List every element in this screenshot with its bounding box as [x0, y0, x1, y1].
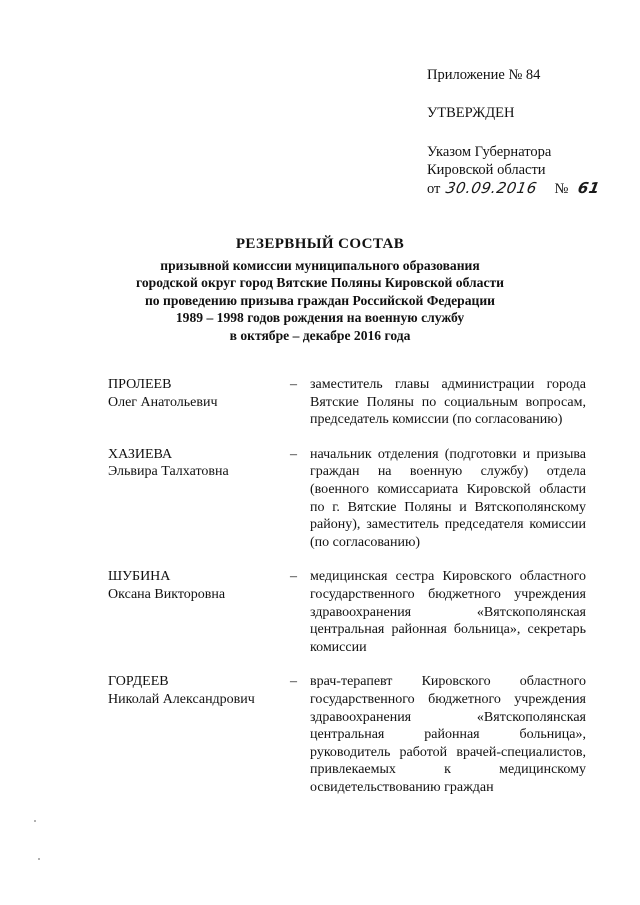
member-entry: [108, 446, 586, 552]
date-prefix: от: [427, 181, 441, 197]
member-given-names: Оксана Викторовна: [108, 586, 226, 602]
scan-speck: [38, 858, 40, 860]
member-entry: [108, 376, 586, 429]
heading-line: 1989 – 1998 годов рождения на военную службу: [175, 310, 465, 325]
member-entry: [108, 673, 586, 796]
approved-by-line-1: Указом Губернатора: [427, 144, 552, 160]
approved-by-line-2: Кировской области: [427, 162, 546, 178]
member-dash: –: [290, 446, 297, 462]
decree-date-line: [427, 179, 617, 198]
member-role: начальник отделения (подготовки и призыва граждан на военную службу) отдела (военного комиссариата Кировской области по г. Вятские Поляны и Вятскополянскому району), заместитель председателя комиссии (по согласованию): [310, 446, 586, 550]
handwritten-date: 30.09.2016: [444, 179, 539, 197]
member-name: [108, 673, 290, 796]
appendix-number: Приложение № 84: [427, 67, 541, 83]
heading-line: по проведению призыва граждан Российской Федерации: [144, 292, 496, 308]
member-surname: ШУБИНА: [108, 569, 171, 585]
member-name: [108, 376, 290, 429]
member-given-names: Николай Александрович: [108, 691, 255, 707]
heading-line: призывной комиссии муниципального образования: [160, 257, 480, 273]
handwritten-number: 61: [576, 179, 602, 197]
member-name: [108, 446, 290, 552]
commission-members-list: [108, 376, 586, 813]
scan-speck: [34, 820, 36, 822]
document-title: РЕЗЕРВНЫЙ СОСТАВ: [235, 236, 405, 252]
number-sign: №: [554, 181, 569, 197]
member-dash: –: [290, 377, 297, 392]
document-heading: [60, 236, 580, 344]
member-role: медицинская сестра Кировского областного государственного бюджетного учреждения здравоохранения «Вятскополянская центральная районная больница», секретарь комиссии: [310, 569, 586, 655]
member-given-names: Олег Анатольевич: [108, 394, 218, 410]
member-entry: [108, 568, 586, 656]
member-dash: –: [290, 674, 297, 690]
member-surname: ГОРДЕЕВ: [108, 674, 169, 690]
member-given-names: Эльвира Талхатовна: [108, 464, 229, 480]
heading-line: в октябре – декабре 2016 года: [229, 327, 411, 343]
member-role: заместитель главы администрации города Вятские Поляны по социальным вопросам, председатель комиссии (по согласованию): [310, 377, 586, 428]
member-name: [108, 568, 290, 656]
heading-line: городской округ город Вятские Поляны Кировской области: [136, 275, 504, 290]
member-surname: ПРОЛЕЕВ: [108, 377, 172, 392]
member-role: врач-терапевт Кировского областного государственного бюджетного учреждения здравоохранения «Вятскополянская центральная районная больница», руководитель работой врачей-специалистов, привлекаемых к медицинскому освидетельствованию граждан: [310, 674, 586, 795]
approval-block: [427, 66, 617, 198]
approved-stamp: УТВЕРЖДЕН: [427, 105, 515, 121]
member-dash: –: [290, 569, 297, 585]
member-surname: ХАЗИЕВА: [108, 446, 173, 462]
